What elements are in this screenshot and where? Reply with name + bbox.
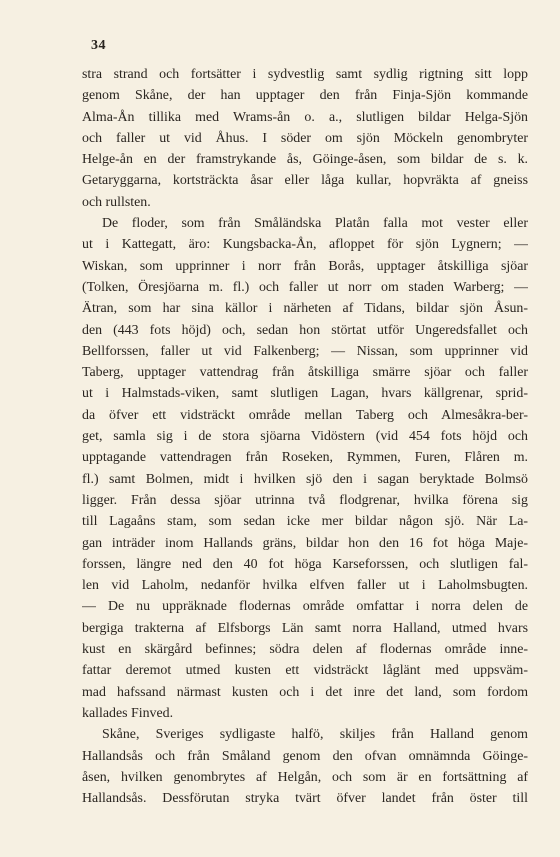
- text-line: upptagande vattendragen från Roseken, Rymmen, Furen, Flåren m.: [82, 450, 528, 466]
- text-line: gan inträder inom Hallands gräns, bildar hon den 16 fot höga Maje-: [82, 535, 528, 551]
- text-line: Hallandsås och från Småland genom den ofvan omnämnda Göinge-: [82, 748, 528, 764]
- text-line: stra strand och fortsätter i sydvestlig samt sydlig rigtning sitt lopp: [82, 67, 528, 82]
- text-line: Alma-Ån tillika med Wrams-ån o. a., slutligen bildar Helga-Sjön: [82, 109, 528, 125]
- text-line: ut i Kattegatt, äro: Kungsbacka-Ån, afloppet för sjön Lygnern; —: [82, 237, 528, 253]
- text-line: kust en skärgård befinnes; södra delen af flodernas område inne-: [82, 642, 528, 658]
- text-line: len vid Laholm, nedanför hvilka elfven faller ut i Laholmsbugten.: [82, 578, 528, 594]
- text-line: forssen, längre ned den 40 fot höga Karseforssen, och slutligen fal-: [82, 556, 528, 572]
- text-line: Taberg, upptager vattendrag från åtskilliga smärre sjöar och faller: [82, 365, 528, 381]
- text-line: Wiskan, som upprinner i norr från Borås, upptager åtskilliga sjöar: [82, 258, 528, 274]
- text-line: och rullsten.: [82, 194, 151, 210]
- text-line: bergiga trakterna af Elfsborgs Län samt norra Halland, utmed hvars: [82, 620, 528, 636]
- page-number: 34: [91, 38, 106, 53]
- text-line: ut i Halmstads-viken, samt slutligen Lagan, hvars källgrenar, sprid-: [82, 386, 528, 402]
- text-line: Hallandsås. Dessförutan stryka tvärt öfver landet från öster till: [82, 791, 528, 807]
- text-line: genom Skåne, der han upptager den från Finja-Sjön kommande: [82, 88, 528, 104]
- text-line: — De nu uppräknade flodernas område omfattar i norra delen de: [82, 599, 528, 615]
- text-line: och faller ut vid Åhus. I söder om sjön Möckeln genombryter: [82, 130, 528, 146]
- text-line: mad hafssand närmast kusten och i det inre det land, som fordom: [82, 684, 528, 700]
- text-line: den (443 fots höjd) och, sedan hon störtat utför Ungeredsfallet och: [82, 322, 528, 338]
- text-line: get, samla sig i de stora sjöarna Vidöstern (vid 454 fots höjd och: [82, 429, 528, 445]
- text-line: (Tolken, Öresjöarna m. fl.) och faller ut norr om staden Warberg; —: [82, 279, 528, 295]
- text-line: Skåne, Sveriges sydligaste halfö, skiljes från Halland genom: [102, 727, 528, 743]
- text-line: fl.) samt Bolmen, midt i hvilken sjö den i sagan beryktade Bolmsö: [82, 471, 528, 487]
- body-text: [82, 64, 528, 809]
- text-line: ligger. Från dessa sjöar utrinna två flodgrenar, hvilka förena sig: [82, 492, 528, 508]
- text-line: da öfver ett vidsträckt område mellan Taberg och Almesåkra-ber-: [82, 407, 528, 423]
- text-line: till Lagaåns stam, som sedan icke mer bildar någon sjö. När La-: [82, 514, 528, 530]
- text-line: De floder, som från Småländska Platån falla mot vester eller: [102, 216, 528, 232]
- text-line: kallades Finved.: [82, 705, 174, 721]
- text-line: Getaryggarna, kortsträckta åsar eller låga kullar, hopvräkta af gneiss: [82, 173, 528, 189]
- text-line: Bellforssen, faller ut vid Falkenberg; — Nissan, som upprinner vid: [82, 343, 528, 359]
- text-line: Helge-ån en der framstrykande ås, Göinge-åsen, som bildar de s. k.: [82, 152, 528, 168]
- text-line: Ätran, som har sina källor i närheten af Tidans, bildar sjön Åsun-: [82, 301, 528, 317]
- text-line: fattar deremot utmed kusten ett vidsträckt låglänt med uppsväm-: [82, 663, 528, 679]
- text-line: åsen, hvilken genombrytes af Helgån, och som är en fortsättning af: [82, 769, 528, 785]
